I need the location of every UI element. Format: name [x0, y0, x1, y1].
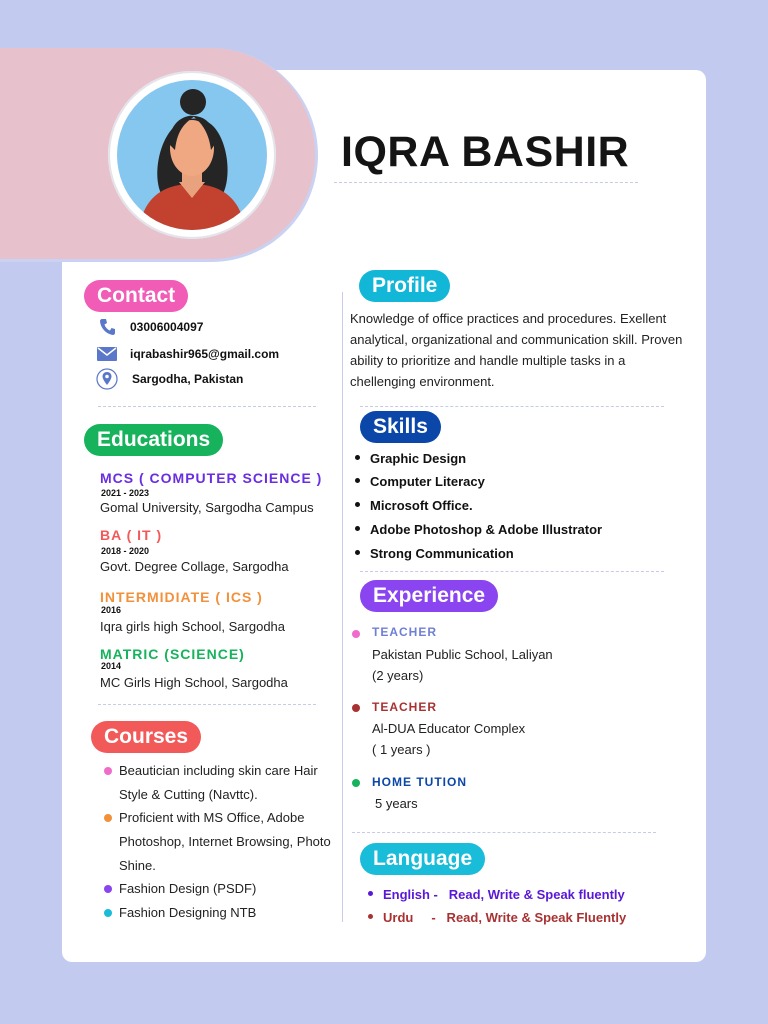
divider: [360, 406, 664, 407]
bullet-icon: [104, 767, 112, 775]
experience-title: TEACHER: [372, 625, 438, 639]
skills-heading: Skills: [360, 411, 441, 443]
experience-place: Pakistan Public School, Laliyan: [372, 647, 553, 662]
course-item: Proficient with MS Office, Adobe Photoshop, Internet Browsing, Photo Shine.: [104, 806, 334, 878]
avatar-illustration-icon: [117, 80, 267, 230]
location-text: Sargodha, Pakistan: [132, 372, 244, 386]
bullet-icon: [104, 814, 112, 822]
mail-icon: [96, 343, 118, 365]
contact-phone-row: [96, 316, 203, 338]
experience-title: HOME TUTION: [372, 775, 467, 789]
skill-item: Strong Communication: [355, 546, 514, 561]
education-place: Govt. Degree Collage, Sargodha: [100, 559, 289, 574]
bullet-icon: [355, 455, 360, 460]
bullet-icon: [355, 478, 360, 483]
course-item: Beautician including skin care Hair Style & Cutting (Navttc).: [104, 759, 334, 807]
candidate-name: IQRA BASHIR: [341, 128, 630, 176]
bullet-icon: [104, 885, 112, 893]
skill-item: Microsoft Office.: [355, 498, 473, 513]
educations-heading: Educations: [84, 424, 223, 456]
contact-email-row: [96, 343, 279, 365]
email-text: iqrabashir965@gmail.com: [130, 347, 280, 361]
education-years: 2014: [101, 661, 122, 671]
bullet-icon: [355, 550, 360, 555]
bullet-icon: [355, 502, 360, 507]
education-years: 2021 - 2023: [101, 488, 150, 498]
divider: [334, 182, 638, 183]
bullet-icon: [352, 630, 360, 638]
divider: [360, 571, 664, 572]
contact-location-row: [96, 368, 243, 390]
education-title: BA ( IT ): [100, 527, 163, 543]
education-place: Iqra girls high School, Sargodha: [100, 619, 286, 634]
phone-text: 03006004097: [130, 320, 204, 334]
language-item: Urdu - Read, Write & Speak Fluently: [368, 910, 626, 925]
experience-duration: ( 1 years ): [372, 742, 431, 757]
course-item: Fashion Design (PSDF): [104, 877, 334, 901]
profile-text: Knowledge of office practices and procedures. Exellent analytical, organizational and communication skill. Proven ability to prioritize and handle multiple tasks in a chellenging environment.: [350, 311, 683, 389]
experience-duration: 5 years: [375, 796, 418, 811]
divider: [98, 704, 316, 705]
language-item: English - Read, Write & Speak fluently: [368, 887, 625, 902]
experience-place: Al-DUA Educator Complex: [372, 721, 526, 736]
courses-heading: Courses: [91, 721, 201, 753]
bullet-icon: [368, 914, 373, 919]
education-place: MC Girls High School, Sargodha: [100, 675, 288, 690]
avatar-frame: [108, 71, 276, 239]
education-title: MCS ( COMPUTER SCIENCE ): [100, 470, 323, 486]
experience-title: TEACHER: [372, 700, 438, 714]
experience-duration: (2 years): [372, 668, 424, 683]
bullet-icon: [352, 704, 360, 712]
divider: [98, 406, 316, 407]
bullet-icon: [368, 891, 373, 896]
experience-heading: Experience: [360, 580, 498, 612]
contact-heading: Contact: [84, 280, 188, 312]
bullet-icon: [352, 779, 360, 787]
education-title: INTERMIDIATE ( ICS ): [100, 589, 263, 605]
education-title: MATRIC (SCIENCE): [100, 646, 245, 662]
bullet-icon: [355, 526, 360, 531]
education-years: 2016: [101, 605, 122, 615]
profile-heading: Profile: [359, 270, 450, 302]
skill-item: Graphic Design: [355, 451, 466, 466]
education-place: Gomal University, Sargodha Campus: [100, 500, 314, 515]
column-divider: [342, 292, 343, 922]
bullet-icon: [104, 909, 112, 917]
avatar: [117, 80, 267, 230]
course-item: Fashion Designing NTB: [104, 901, 334, 925]
phone-icon: [96, 316, 118, 338]
language-heading: Language: [360, 843, 485, 875]
education-years: 2018 - 2020: [101, 546, 150, 556]
skill-item: Computer Literacy: [355, 474, 485, 489]
skill-item: Adobe Photoshop & Adobe Illustrator: [355, 522, 602, 537]
divider: [352, 832, 656, 833]
location-pin-icon: [96, 368, 118, 390]
